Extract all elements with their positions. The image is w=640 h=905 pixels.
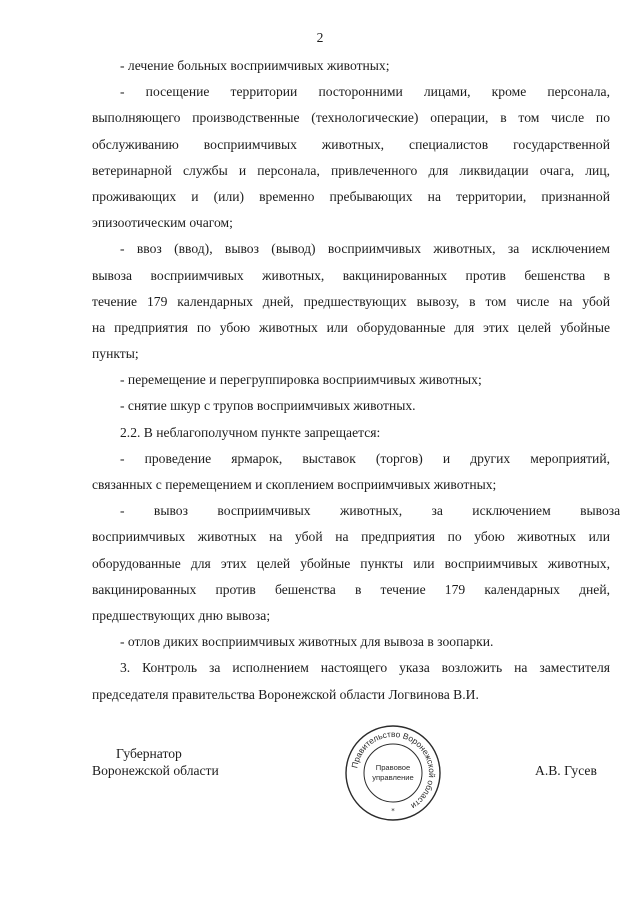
text-line: - снятие шкур с трупов восприимчивых животных. — [120, 398, 416, 413]
text-line: восприимчивых животных на убой на предприятия по убою животных или — [92, 529, 610, 544]
text-line: председателя правительства Воронежской области Логвинова В.И. — [92, 687, 479, 702]
page-number: 2 — [316, 30, 324, 45]
text-line: связанных с перемещением и скоплением восприимчивых животных; — [92, 477, 497, 492]
text-line: - ввоз (ввод), вывоз (вывод) восприимчивых животных, за исключением — [120, 241, 610, 256]
text-line: - отлов диких восприимчивых животных для вывоза в зоопарки. — [120, 634, 494, 649]
stamp-center-line2: управление — [372, 773, 414, 782]
text-line: - перемещение и перегруппировка восприимчивых животных; — [120, 372, 482, 387]
official-stamp — [343, 723, 443, 823]
text-line: на предприятия по убою животных или оборудованные для этих целей убойные — [92, 320, 610, 335]
text-line: вакцинированных против бешенства в течение 179 календарных дней, — [92, 582, 610, 597]
signatory-name: А.В. Гусев — [535, 763, 597, 778]
text-line: - проведение ярмарок, выставок (торгов) и других мероприятий, — [120, 451, 610, 466]
text-line: предшествующих дню вывоза; — [92, 608, 271, 623]
stamp-star-icon: * — [391, 807, 395, 815]
text-line: проживающих и (или) временно пребывающих на территории, признанной — [92, 189, 610, 204]
text-line: - вывоз восприимчивых животных, за исключением вывоза — [120, 503, 621, 518]
text-line: обслуживанию восприимчивых животных, специалистов государственной — [92, 137, 610, 152]
text-line: 3. Контроль за исполнением настоящего указа возложить на заместителя — [120, 660, 610, 675]
text-line: оборудованные для этих целей убойные пункты или восприимчивых животных, — [92, 556, 610, 571]
text-line: - посещение территории посторонними лицами, кроме персонала, — [120, 84, 610, 99]
text-line: выполняющего производственные (технологические) операции, в том числе по — [92, 110, 610, 125]
text-line: эпизоотическим очагом; — [92, 215, 233, 230]
text-line: вывоза восприимчивых животных, вакцинированных против бешенства в — [92, 268, 610, 283]
text-line: - лечение больных восприимчивых животных; — [120, 58, 390, 73]
signatory-title-line1: Губернатор — [116, 746, 182, 761]
text-line: течение 179 календарных дней, предшествующих вывозу, в том числе на убой — [92, 294, 610, 309]
text-line: ветеринарной службы и персонала, привлеченного для ликвидации очага, лиц, — [92, 163, 610, 178]
stamp-ring-text: Правительство Воронежской области — [349, 728, 438, 812]
stamp-center-line1: Правовое — [375, 763, 411, 772]
text-line: 2.2. В неблагополучном пункте запрещается: — [120, 425, 381, 440]
text-line: пункты; — [92, 346, 139, 361]
signatory-title-line2: Воронежской области — [92, 763, 219, 778]
